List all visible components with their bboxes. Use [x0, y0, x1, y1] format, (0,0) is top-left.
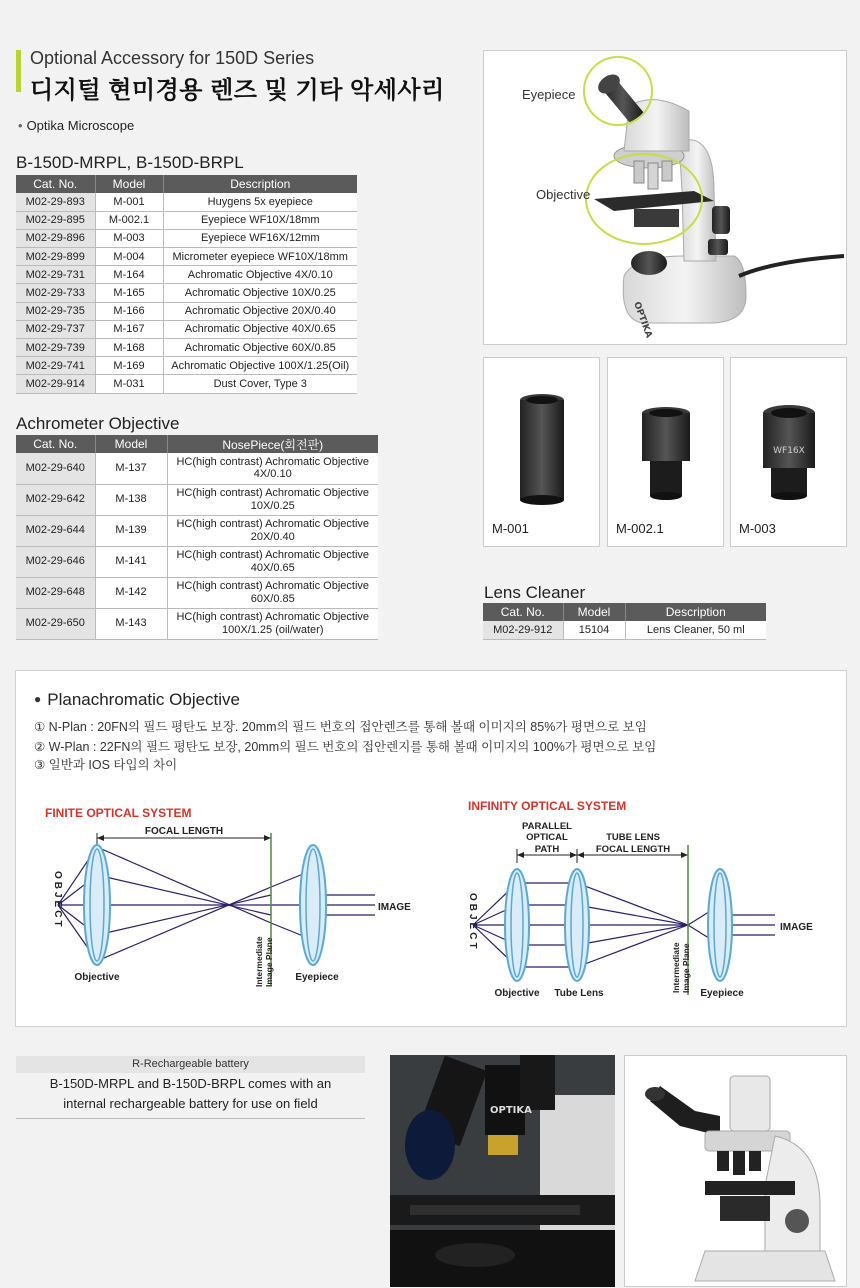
- finite-plane-label-2: Image Plane: [264, 937, 274, 987]
- closeup-photo: [390, 1055, 615, 1287]
- table-row: [16, 577, 378, 608]
- table-row: [16, 284, 357, 302]
- objective-label: Objective: [536, 187, 591, 202]
- cell-description: Achromatic Objective 20X/0.40: [163, 302, 357, 320]
- infinity-eyepiece-lens: [708, 869, 732, 981]
- table2-title: Achrometer Objective: [16, 414, 180, 433]
- cell-cat-no: M02-29-642: [16, 484, 95, 515]
- cell-model: 15104: [563, 621, 625, 639]
- parallel-label-3: PATH: [534, 844, 560, 855]
- tube-focal-label-2: FOCAL LENGTH: [595, 844, 671, 855]
- col-description: Description: [625, 603, 766, 621]
- table-row: [16, 248, 357, 266]
- infinity-objective-lens: [505, 869, 529, 981]
- cell-cat-no: M02-29-644: [16, 515, 95, 546]
- table-row: [16, 515, 378, 546]
- cell-description: Achromatic Objective 40X/0.65: [163, 320, 357, 338]
- cell-model: M-168: [95, 339, 163, 357]
- eyepiece-photo-2: [607, 357, 724, 547]
- finite-objective-label: Objective: [74, 972, 120, 983]
- table-row: [16, 546, 378, 577]
- nosepiece-line-1: HC(high contrast) Achromatic Objective: [176, 456, 370, 469]
- nosepiece-line-2: 10X/0.25: [250, 499, 295, 512]
- nosepiece-line-2: 100X/1.25 (oil/water): [222, 623, 324, 636]
- infinity-plane-label-2: Image Plane: [681, 943, 691, 993]
- cell-nosepiece: [167, 453, 378, 484]
- table-row: [483, 621, 766, 639]
- col-cat-no: Cat. No.: [483, 603, 563, 621]
- cell-cat-no: M02-29-648: [16, 577, 95, 608]
- cell-cat-no: M02-29-733: [16, 284, 95, 302]
- infinity-title: INFINITY OPTICAL SYSTEM: [468, 799, 627, 813]
- eyepiece-lens: [300, 845, 326, 965]
- lens-cleaner-table: [483, 603, 766, 640]
- base-brand-text: OPTIKA: [631, 300, 654, 340]
- cell-nosepiece: [167, 484, 378, 515]
- battery-line-2: internal rechargeable battery for use on field: [63, 1096, 318, 1111]
- brand-label: • Optika Microscope: [18, 118, 134, 133]
- cell-model: M-164: [95, 266, 163, 284]
- cell-cat-no: M02-29-899: [16, 248, 95, 266]
- cell-model: M-169: [95, 357, 163, 375]
- microscope-photo: [483, 50, 847, 345]
- cell-model: M-141: [95, 546, 167, 577]
- cell-model: M-003: [95, 229, 163, 247]
- cell-description: Eyepiece WF16X/12mm: [163, 229, 357, 247]
- eyepiece-label-3: M-003: [739, 521, 776, 536]
- cell-description: Achromatic Objective 10X/0.25: [163, 284, 357, 302]
- battery-line-1: B-150D-MRPL and B-150D-BRPL comes with an: [49, 1076, 332, 1091]
- cell-model: M-138: [95, 484, 167, 515]
- infinity-object-label: OBJECT: [467, 893, 478, 952]
- cell-model: M-142: [95, 577, 167, 608]
- tube-lens-label: Tube Lens: [554, 988, 604, 999]
- col-model: Model: [95, 435, 167, 453]
- plan-title: ● Planachromatic Objective: [34, 690, 240, 710]
- col-nosepiece: NosePiece(회전판): [167, 435, 378, 453]
- eyepiece-photo-1: [483, 357, 600, 547]
- cell-cat-no: M02-29-896: [16, 229, 95, 247]
- nosepiece-line-2: 20X/0.40: [250, 530, 295, 543]
- col-cat-no: Cat. No.: [16, 175, 95, 193]
- finite-optical-diagram: [30, 795, 430, 995]
- battery-heading: R-Rechargeable battery: [16, 1056, 365, 1073]
- microscope-illustration: [484, 51, 846, 344]
- cell-nosepiece: [167, 515, 378, 546]
- closeup-brand-text: OPTIKA: [490, 1105, 532, 1116]
- cell-cat-no: M02-29-914: [16, 375, 95, 393]
- header-title-ko: 디지털 현미경용 렌즈 및 기타 악세사리: [30, 77, 445, 104]
- cell-cat-no: M02-29-650: [16, 608, 95, 639]
- tube-lens: [565, 869, 589, 981]
- closeup-illustration: [390, 1055, 615, 1287]
- cell-description: Huygens 5x eyepiece: [163, 193, 357, 211]
- cell-nosepiece: [167, 577, 378, 608]
- cell-cat-no: M02-29-895: [16, 211, 95, 229]
- table-row: [16, 193, 357, 211]
- cell-description: Dust Cover, Type 3: [163, 375, 357, 393]
- plan-line-3: ③ 일반과 IOS 타입의 차이: [34, 758, 178, 772]
- cell-cat-no: M02-29-741: [16, 357, 95, 375]
- table-row: [16, 266, 357, 284]
- cell-cat-no: M02-29-739: [16, 339, 95, 357]
- table-row: [16, 211, 357, 229]
- cell-cat-no: M02-29-735: [16, 302, 95, 320]
- plan-line-1: ① N-Plan : 20FN의 필드 평탄도 보장. 20mm의 필드 번호의 접안렌즈를 통해 볼때 이미지의 85%가 평면으로 보임: [34, 720, 647, 734]
- finite-plane-label-1: Intermediate: [254, 936, 264, 987]
- parallel-label-2: OPTICAL: [526, 832, 568, 843]
- infinity-eyepiece-label: Eyepiece: [700, 988, 744, 999]
- col-description: Description: [163, 175, 357, 193]
- tube-focal-label-1: TUBE LENS: [606, 832, 660, 843]
- objective-table: [16, 435, 378, 640]
- nosepiece-line-1: HC(high contrast) Achromatic Objective: [176, 487, 370, 500]
- cell-model: M-167: [95, 320, 163, 338]
- parallel-label-1: PARALLEL: [522, 821, 572, 832]
- infinity-objective-label: Objective: [494, 988, 540, 999]
- eyepiece-label-2: M-002.1: [616, 521, 664, 536]
- eyepiece-image: [484, 358, 599, 508]
- cell-description: Micrometer eyepiece WF10X/18mm: [163, 248, 357, 266]
- eyepiece-photo-3: [730, 357, 847, 547]
- col-cat-no: Cat. No.: [16, 435, 95, 453]
- cell-description: Eyepiece WF10X/18mm: [163, 211, 357, 229]
- nosepiece-line-1: HC(high contrast) Achromatic Objective: [176, 549, 370, 562]
- cell-cat-no: M02-29-646: [16, 546, 95, 577]
- infinity-image-label: IMAGE: [780, 922, 813, 933]
- cell-model: M-165: [95, 284, 163, 302]
- finite-eyepiece-label: Eyepiece: [295, 972, 339, 983]
- infinity-plane-label-1: Intermediate: [671, 942, 681, 993]
- finite-image-label: IMAGE: [378, 902, 411, 913]
- col-model: Model: [95, 175, 163, 193]
- accessory-table: [16, 175, 357, 394]
- cell-model: M-137: [95, 453, 167, 484]
- nosepiece-line-1: HC(high contrast) Achromatic Objective: [176, 580, 370, 593]
- table-row: [16, 229, 357, 247]
- cell-model: M-004: [95, 248, 163, 266]
- cell-nosepiece: [167, 608, 378, 639]
- table-row: [16, 302, 357, 320]
- header-accent-bar: [16, 50, 21, 92]
- nosepiece-line-1: HC(high contrast) Achromatic Objective: [176, 518, 370, 531]
- eyepiece-label-1: M-001: [492, 521, 529, 536]
- cell-model: M-139: [95, 515, 167, 546]
- cell-description: Achromatic Objective 4X/0.10: [163, 266, 357, 284]
- cell-nosepiece: [167, 546, 378, 577]
- cell-cat-no: M02-29-893: [16, 193, 95, 211]
- header-title-en: Optional Accessory for 150D Series: [30, 48, 315, 68]
- eyepiece-engraving: WF16X: [773, 446, 805, 456]
- cell-model: M-031: [95, 375, 163, 393]
- nosepiece-line-2: 4X/0.10: [253, 468, 292, 481]
- cell-cat-no: M02-29-731: [16, 266, 95, 284]
- cell-cat-no: M02-29-912: [483, 621, 563, 639]
- finite-object-label: OBJECT: [52, 871, 63, 930]
- table-row: [16, 453, 378, 484]
- table1-title: B-150D-MRPL, B-150D-BRPL: [16, 153, 244, 172]
- cell-model: M-143: [95, 608, 167, 639]
- cell-cat-no: M02-29-640: [16, 453, 95, 484]
- table-row: [16, 320, 357, 338]
- objective-lens: [84, 845, 110, 965]
- finite-title: FINITE OPTICAL SYSTEM: [45, 806, 192, 820]
- table-row: [16, 375, 357, 393]
- cell-description: Achromatic Objective 60X/0.85: [163, 339, 357, 357]
- trinocular-photo: [624, 1055, 847, 1287]
- eyepiece-label: Eyepiece: [522, 87, 576, 102]
- eyepiece-image: [608, 358, 723, 508]
- eyepiece-image: [731, 358, 846, 508]
- table-row: [16, 339, 357, 357]
- table3-title: Lens Cleaner: [484, 583, 586, 602]
- cell-description: Lens Cleaner, 50 ml: [625, 621, 766, 639]
- table-row: [16, 484, 378, 515]
- table-row: [16, 608, 378, 639]
- nosepiece-line-2: 40X/0.65: [250, 561, 295, 574]
- cell-model: M-002.1: [95, 211, 163, 229]
- finite-focal-label: FOCAL LENGTH: [144, 826, 224, 837]
- cell-description: Achromatic Objective 100X/1.25(Oil): [163, 357, 357, 375]
- infinity-optical-diagram: [455, 795, 835, 1005]
- col-model: Model: [563, 603, 625, 621]
- plan-line-2: ② W-Plan : 22FN의 필드 평탄도 보장, 20mm의 필드 번호의 접안렌지를 통해 볼때 이미지의 100%가 평면으로 보임: [34, 740, 657, 754]
- cell-cat-no: M02-29-737: [16, 320, 95, 338]
- nosepiece-line-1: HC(high contrast) Achromatic Objective: [176, 611, 370, 624]
- cell-model: M-166: [95, 302, 163, 320]
- table-row: [16, 357, 357, 375]
- battery-description: [16, 1074, 365, 1119]
- cell-model: M-001: [95, 193, 163, 211]
- nosepiece-line-2: 60X/0.85: [250, 592, 295, 605]
- trinocular-illustration: [625, 1056, 846, 1286]
